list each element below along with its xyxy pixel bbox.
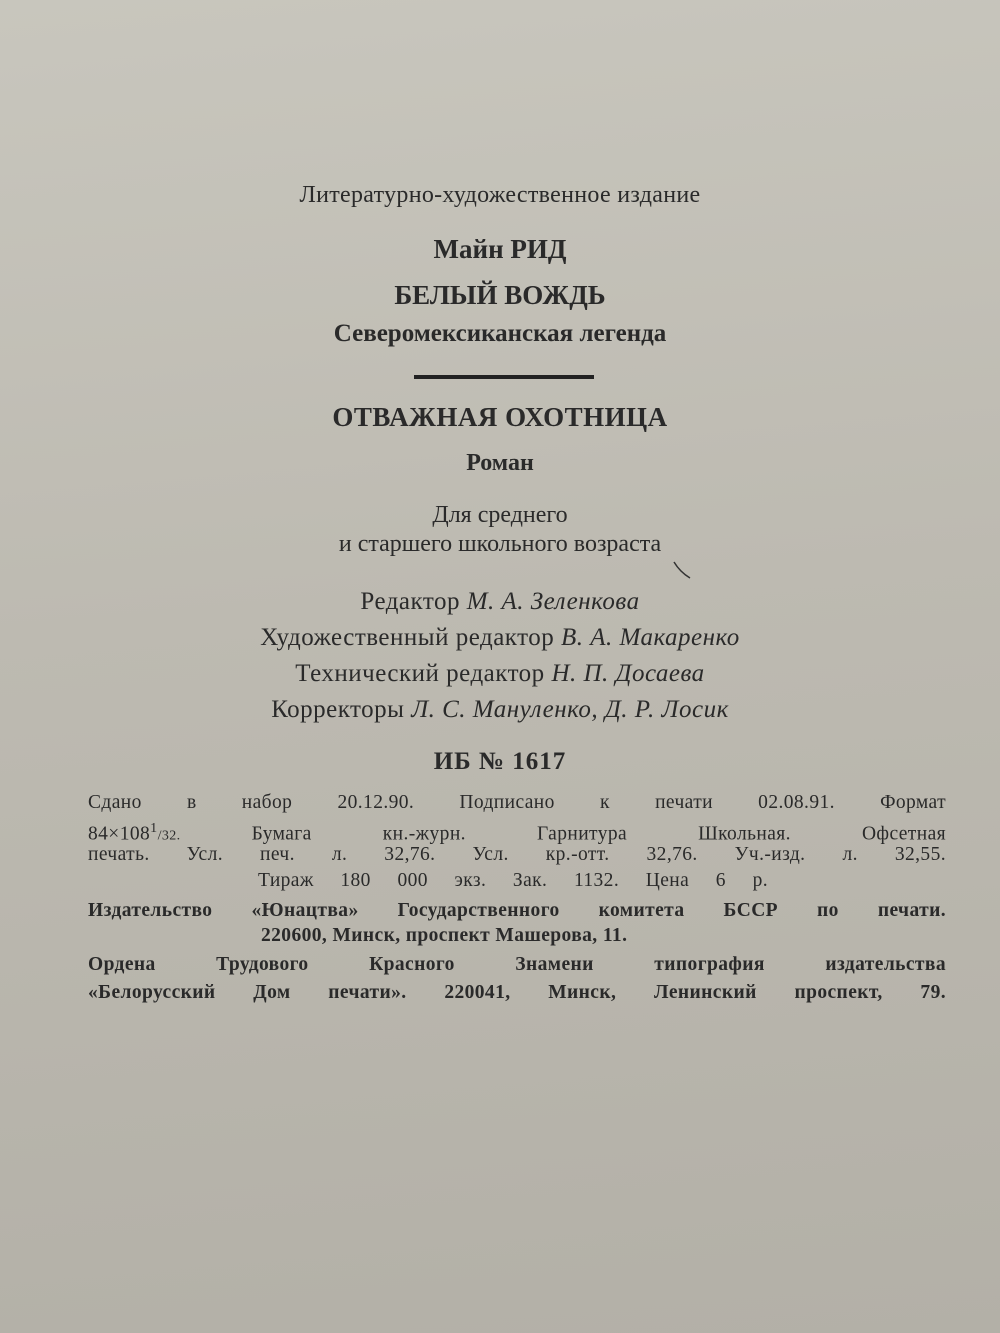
staff-proofreaders xyxy=(0,696,1000,724)
staff-role: Технический редактор xyxy=(295,660,545,687)
work2-subtitle: Роман xyxy=(466,450,534,476)
ib-number: ИБ № 1617 xyxy=(433,748,567,775)
tech-info-line-3: печать. Усл. печ. л. 32,76. Усл. кр.-отт. 32,76. Уч.-изд. л. 32,55. xyxy=(88,844,946,865)
staff-role: Художественный редактор xyxy=(260,624,555,651)
work1-title: БЕЛЫЙ ВОЖДЬ xyxy=(394,280,606,310)
author-name: Майн РИД xyxy=(433,234,567,264)
work1-subtitle: Северомексиканская легенда xyxy=(333,320,667,347)
format-denominator: /32. xyxy=(157,828,181,844)
staff-editor xyxy=(0,588,1000,616)
series-label: Литературно-художественное издание xyxy=(299,182,701,208)
staff-name: М. А. Зеленкова xyxy=(466,588,640,615)
audience-line-1: Для среднего xyxy=(432,502,568,528)
audience-line-2: и старшего школьного возраста xyxy=(338,531,662,557)
work2-title: ОТВАЖНАЯ ОХОТНИЦА xyxy=(332,402,668,432)
printer-line-1: Ордена Трудового Красного Знамени типография издательства xyxy=(88,954,946,975)
publisher-line-1: Издательство «Юнацтва» Государственного комитета БССР по печати. xyxy=(88,900,946,921)
tech-info-line-4: Тираж 180 000 экз. Зак. 1132. Цена 6 р. xyxy=(258,870,768,891)
staff-name: Л. С. Мануленко, Д. Р. Лосик xyxy=(411,696,729,723)
pen-mark xyxy=(672,560,694,582)
tech-info-line-1: Сдано в набор 20.12.90. Подписано к печати 02.08.91. Формат xyxy=(88,792,946,813)
staff-art-editor xyxy=(0,624,1000,652)
staff-role: Редактор xyxy=(360,588,460,615)
publisher-line-2: 220600, Минск, проспект Машерова, 11. xyxy=(261,925,628,946)
staff-name: В. А. Макаренко xyxy=(560,624,740,651)
format-numerator: 1 xyxy=(150,821,158,836)
staff-name: Н. П. Досаева xyxy=(551,660,705,687)
staff-role: Корректоры xyxy=(271,696,405,723)
format-size: 84×108 xyxy=(88,823,151,845)
tech-info-line-2-text: Бумага кн.-журн. Гарнитура Школьная. Офсетная xyxy=(251,823,946,845)
separator-rule xyxy=(414,375,594,379)
staff-tech-editor xyxy=(0,660,1000,688)
printer-line-2: «Белорусский Дом печати». 220041, Минск, Ленинский проспект, 79. xyxy=(88,982,946,1003)
